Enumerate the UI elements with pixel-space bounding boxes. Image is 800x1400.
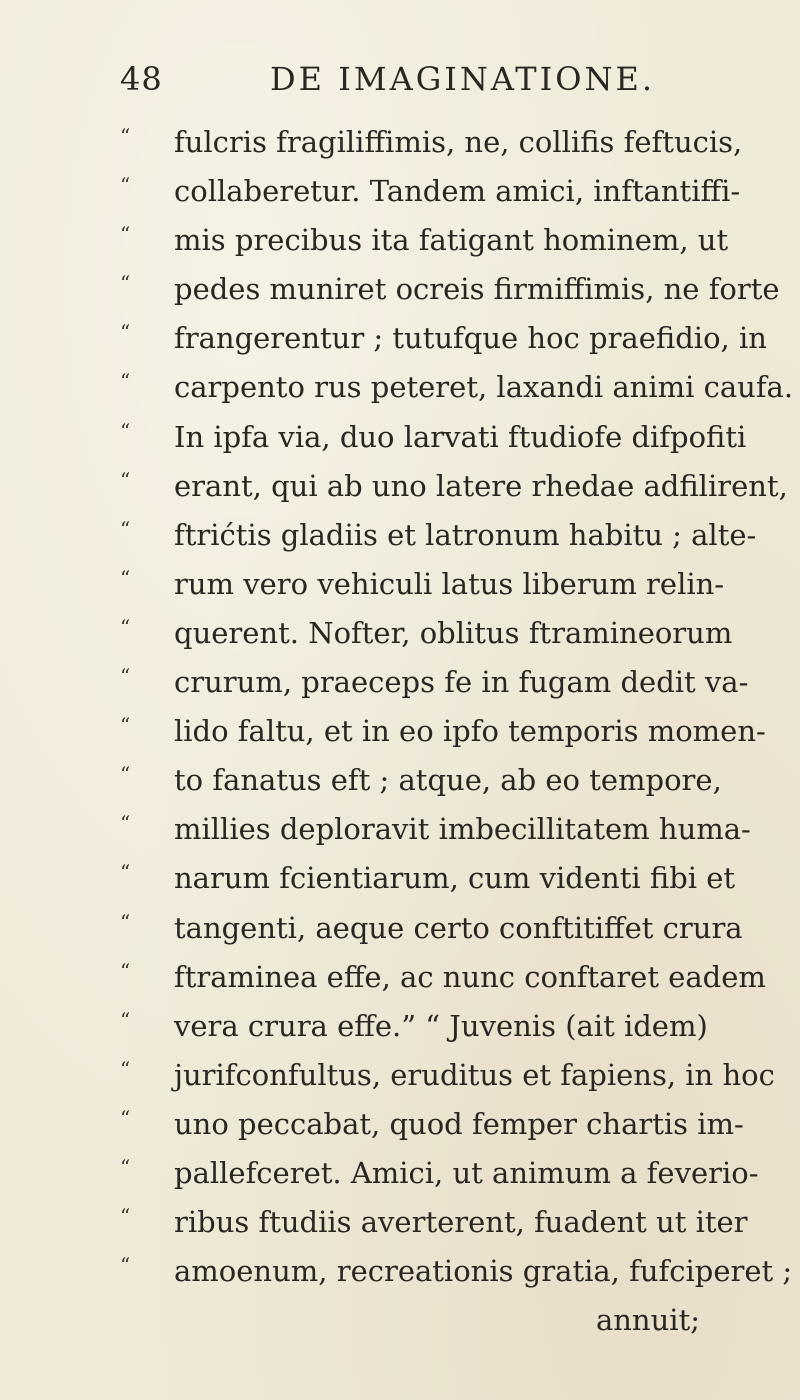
line-text: mis precibus ita fatigant hominem, ut	[174, 223, 729, 258]
quote-mark: “	[120, 271, 131, 296]
line-text: pallefceret. Amici, ut animum a feverio-	[174, 1155, 759, 1190]
text-line	[120, 1247, 793, 1296]
text-line	[120, 167, 741, 216]
line-text: to fanatus eft ; atque, ab eo tempore,	[174, 763, 722, 798]
quote-mark: “	[120, 222, 131, 247]
line-text: uno peccabat, quod femper chartis im-	[174, 1106, 744, 1141]
quote-mark: “	[120, 762, 131, 787]
quote-mark: “	[120, 1105, 131, 1130]
line-text: collaberetur. Tandem amici, inftantiffi-	[174, 174, 741, 209]
text-line	[120, 560, 725, 609]
quote-mark: “	[120, 614, 131, 639]
line-text: querent. Nofter, oblitus ftramineorum	[174, 615, 733, 650]
catchword: annuit;	[595, 1303, 700, 1338]
quote-mark: “	[120, 516, 131, 541]
text-line	[120, 314, 767, 363]
line-text: frangerentur ; tutufque hoc praefidio, in	[174, 321, 767, 356]
text-line	[120, 904, 743, 953]
line-text: ribus ftudiis averterent, fuadent ut iter	[174, 1205, 748, 1240]
line-text: carpento rus peteret, laxandi animi caufa.	[174, 370, 794, 405]
line-text: lido faltu, et in eo ipfo temporis momen-	[174, 714, 766, 749]
body-text	[120, 118, 794, 1345]
text-line	[120, 953, 766, 1002]
quote-mark: “	[120, 860, 131, 885]
line-text: crurum, praeceps fe in fugam dedit va-	[174, 665, 749, 700]
line-text: millies deploravit imbecillitatem huma-	[174, 812, 751, 847]
line-text: erant, qui ab uno latere rhedae adfilirent,	[174, 468, 788, 503]
line-text: narum fcientiarum, cum videnti fibi et	[174, 861, 736, 896]
page-number: 48	[120, 60, 163, 98]
text-line	[120, 363, 794, 412]
text-line	[120, 1051, 775, 1100]
quote-mark: “	[120, 320, 131, 345]
line-text: rum vero vehiculi latus liberum relin-	[174, 566, 725, 601]
line-text: fulcris fragiliffimis, ne, collifis feftucis,	[174, 125, 743, 159]
line-text: pedes muniret ocreis firmiffimis, ne forte	[174, 272, 780, 307]
text-line	[120, 854, 736, 903]
line-text: ftraminea effe, ac nunc conftaret eadem	[174, 959, 766, 994]
text-line	[120, 1198, 748, 1247]
text-line	[120, 511, 757, 560]
text-line	[120, 118, 743, 167]
text-line	[120, 609, 733, 658]
quote-mark: “	[120, 173, 131, 198]
line-text: In ipfa via, duo larvati ftudiofe difpofiti	[174, 419, 747, 454]
quote-mark: “	[120, 369, 131, 394]
page-header	[120, 60, 680, 100]
text-line	[120, 216, 729, 265]
quote-mark: “	[120, 1007, 131, 1032]
text-line	[120, 658, 749, 707]
catchword-line	[120, 1296, 700, 1345]
quote-mark: “	[120, 909, 131, 934]
text-line	[120, 1100, 744, 1149]
line-text: tangenti, aeque certo conftitiffet crura	[174, 910, 743, 945]
text-line	[120, 462, 788, 511]
line-text: vera crura effe.” “ Juvenis (ait idem)	[174, 1008, 708, 1043]
line-text: amoenum, recreationis gratia, fufciperet ;	[174, 1254, 793, 1289]
quote-mark: “	[120, 418, 131, 443]
text-line	[120, 756, 722, 805]
quote-mark: “	[120, 1154, 131, 1179]
quote-mark: “	[120, 1056, 131, 1081]
running-head: DE IMAGINATIONE.	[270, 60, 656, 98]
quote-mark: “	[120, 664, 131, 689]
quote-mark: “	[120, 811, 131, 836]
line-text: jurifconfultus, eruditus et fapiens, in hoc	[174, 1057, 775, 1092]
quote-mark: “	[120, 565, 131, 590]
quote-mark: “	[120, 713, 131, 738]
quote-mark: “	[120, 467, 131, 492]
text-line	[120, 1002, 708, 1051]
text-line	[120, 413, 747, 462]
text-line	[120, 805, 751, 854]
quote-mark: “	[120, 124, 131, 148]
text-line	[120, 707, 766, 756]
line-text: ftrićtis gladiis et latronum habitu ; alte-	[174, 517, 757, 552]
quote-mark: “	[120, 1253, 131, 1278]
quote-mark: “	[120, 958, 131, 983]
text-line	[120, 1149, 759, 1198]
text-line	[120, 265, 780, 314]
quote-mark: “	[120, 1204, 131, 1229]
